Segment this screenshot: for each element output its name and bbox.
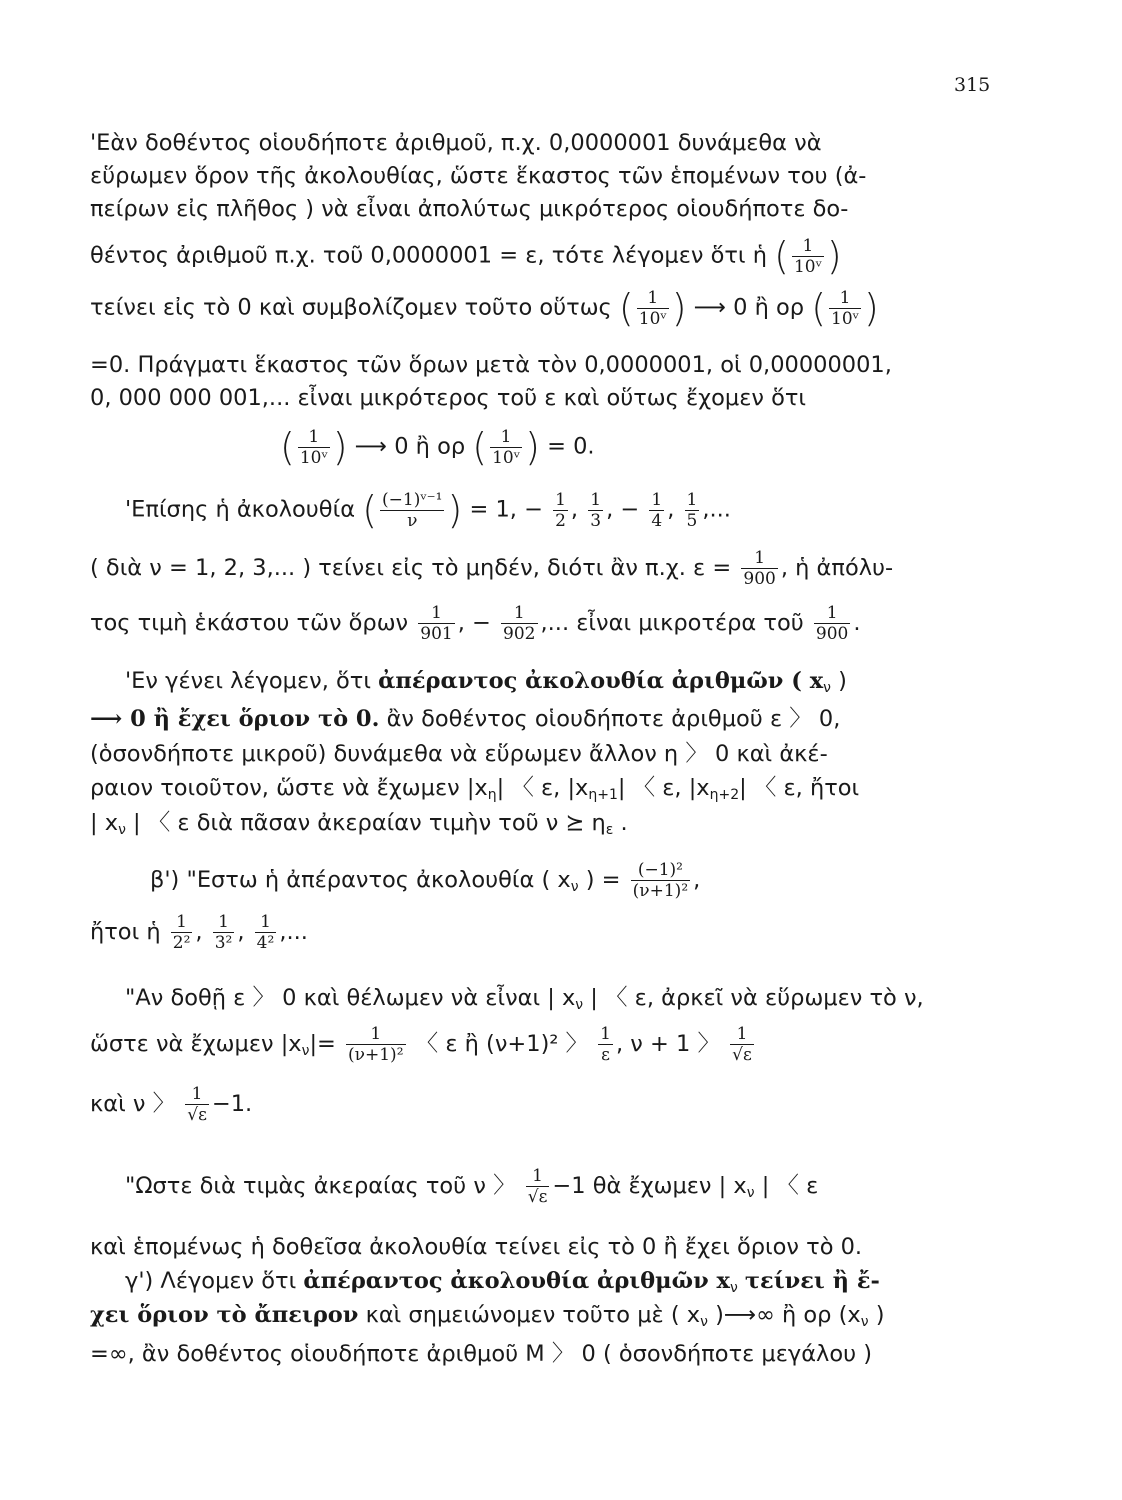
p1-line-1: 'Εὰν δοθέντος οἱουδήποτε ἀριθμοῦ, π.χ. 0,0000001 δυνάμεθα νὰ [90, 130, 822, 156]
p6-line-2: καὶ ἑπομένως ἡ δοθεῖσα ἀκολουθία τείνει εἰς τὸ 0 ἢ ἔχει ὅριον τὸ 0. [90, 1234, 863, 1260]
p1-line-8: ( $\frac{1}{\text{10ᵛ}}$ ) ⟶ 0 ἢ ορ ( $\frac{1}{\text{10ᵛ}}$ ) = 0. [280, 425, 595, 469]
fraction-1-over-10v: $\frac{1}{\text{10ᵛ}}$ [831, 287, 859, 329]
p4-line-2: ἤτοι ἡ $\frac{1}{\text{2²}}$ , $\frac{1}{\text{3²}}$ , $\frac{1}{\text{4²}}$ ,... [90, 912, 308, 953]
p1-line-7: 0, 000 000 001,... εἶναι μικρότερος τοῦ ε καὶ οὕτως ἔχομεν ὅτι [90, 385, 807, 411]
p1-line-4: θέντος ἀριθμοῦ π.χ. τοῦ 0,0000001 = ε, τότε λέγομεν ὅτι ἡ ( $\frac{1}{\text{10ᵛ}}$ ) [90, 234, 842, 278]
p1-line-6: =0. Πράγματι ἕκαστος τῶν ὅρων μετὰ τὸν 0,0000001, οἱ 0,00000001, [90, 352, 892, 378]
p6-line-1: "Ωστε διὰ τιμὰς ἀκεραίας τοῦ ν 〉 $\frac{1}{√\varepsilon}$ −1 θὰ ἔχωμεν | $x_\nu$ | 〈 ε [125, 1166, 819, 1207]
fraction-minus1-pow: $\frac{\text{(−1)ᵛ⁻¹}}{\nu}$ [382, 489, 443, 531]
p5-line-2: ὥστε νὰ ἔχωμεν $|x_\nu|=$ $\frac{1}{\text{(ν+1)²}}$ 〈 ε ἢ (ν+1)² 〉 $\frac{1}{\varepsilon}$ , ν + 1 〉 $\frac{1}{√\varepsilon}$ [90, 1024, 752, 1065]
p2-line-3: τος τιμὴ ἑκάστου τῶν ὅρων $\frac{1}{901}$ , − $\frac{1}{902}$ ,... εἶναι μικροτέρα τοῦ $\frac{1}{900}$ . [90, 603, 861, 644]
p3-line-5: | $x_\nu$ | 〈 ε διὰ πᾶσαν ἀκεραίαν τιμὴν τοῦ ν ⪰ $\eta_\varepsilon$ . [90, 810, 628, 838]
p7-line-3: =∞, ἂν δοθέντος οἱουδήποτε ἀριθμοῦ Μ 〉 0 ( ὁσονδήποτε μεγάλου ) [90, 1341, 873, 1367]
p7-line-1: γ') Λέγομεν ὅτι ἀπέραντος ἀκολουθία ἀριθμῶν $x_\nu$ τείνει ἢ ἔ- [125, 1268, 880, 1296]
p5-line-3: καὶ ν 〉 $\frac{1}{√\varepsilon}$ −1. [90, 1084, 253, 1125]
page-number: 315 [954, 74, 991, 96]
p2-line-1: 'Επίσης ἡ ἀκολουθία ( $\frac{\text{(−1)ᵛ⁻¹}}{\nu}$ ) = 1, − $\frac{1}{2}$ , $\frac{1}{3}$ , − $\frac{1}{4}$ , $\frac{1}{5}$ ,... [125, 488, 731, 532]
p1-line-5-arrow: ⟶ 0 ἢ ορ [693, 294, 805, 321]
fraction-1-over-10v: $\frac{1}{\text{10ᵛ}}$ [492, 426, 521, 468]
p3-line-1: 'Εν γένει λέγομεν, ὅτι ἀπέραντος ἀκολουθία ἀριθμῶν ( $x_\nu$ ) [125, 668, 847, 696]
p1-line-2: εὕρωμεν ὅρον τῆς ἀκολουθίας, ὥστε ἕκαστος τῶν ἑπομένων του (ἀ- [90, 163, 867, 189]
p3-line-4: ραιον τοιοῦτον, ὥστε νὰ ἔχωμεν $|x_\eta|$ 〈 ε, $|x_{\eta+1}|$ 〈 ε, $|x_{\eta+2}|$ 〈 ε, ἤτοι [90, 775, 860, 803]
p1-line-3: πείρων εἰς πλῆθος ) νὰ εἶναι ἀπολύτως μικρότερος οἱουδήποτε δο- [90, 196, 849, 222]
p7-line-2: χει ὅριον τὸ ἄπειρον καὶ σημειώνομεν τοῦτο μὲ ( $x_\nu$ )⟶∞ ἢ ορ ($x_\nu$ ) [90, 1302, 885, 1330]
p3-line-3: (ὁσονδήποτε μικροῦ) δυνάμεθα νὰ εὕρωμεν ἄλλον η 〉 0 καὶ ἀκέ- [90, 741, 828, 767]
p1-line-4-text: θέντος ἀριθμοῦ π.χ. τοῦ 0,0000001 = ε, τότε λέγομεν ὅτι ἡ [90, 242, 767, 269]
p1-line-5-text: τείνει εἰς τὸ 0 καὶ συμβολίζομεν τοῦτο οὕτως [90, 294, 612, 321]
p3-line-2: ⟶ 0 ἢ ἔχει ὅριον τὸ 0. ἂν δοθέντος οἱουδήποτε ἀριθμοῦ ε 〉 0, [90, 706, 841, 732]
p2-line-2: ( διὰ ν = 1, 2, 3,... ) τείνει εἰς τὸ μηδέν, διότι ἂν π.χ. ε = $\frac{1}{900}$ , ἡ ἀπόλυ- [90, 548, 894, 589]
p4-line-1: β') "Εστω ἡ ἀπέραντος ἀκολουθία ( $x_\nu$ ) = $\frac{\text{(−1)²}}{\text{(ν+1)²}}$ , [150, 860, 701, 901]
p5-line-1: "Αν δοθῇ ε 〉 0 καὶ θέλωμεν νὰ εἶναι | $x_\nu$ | 〈 ε, ἀρκεῖ νὰ εὕρωμεν τὸ ν, [125, 985, 924, 1013]
fraction-1-over-10v: $\frac{1}{\text{10ᵛ}}$ [299, 426, 328, 468]
p1-line-5: τείνει εἰς τὸ 0 καὶ συμβολίζομεν τοῦτο οὕτως ( $\frac{1}{\text{10ᵛ}}$ ) ⟶ 0 ἢ ορ ( $\frac{1}{\text{10ᵛ}}$ ) [90, 286, 879, 330]
fraction-1-over-10v: $\frac{1}{\text{10ᵛ}}$ [793, 235, 822, 277]
fraction-1-over-10v: $\frac{1}{\text{10ᵛ}}$ [638, 287, 667, 329]
